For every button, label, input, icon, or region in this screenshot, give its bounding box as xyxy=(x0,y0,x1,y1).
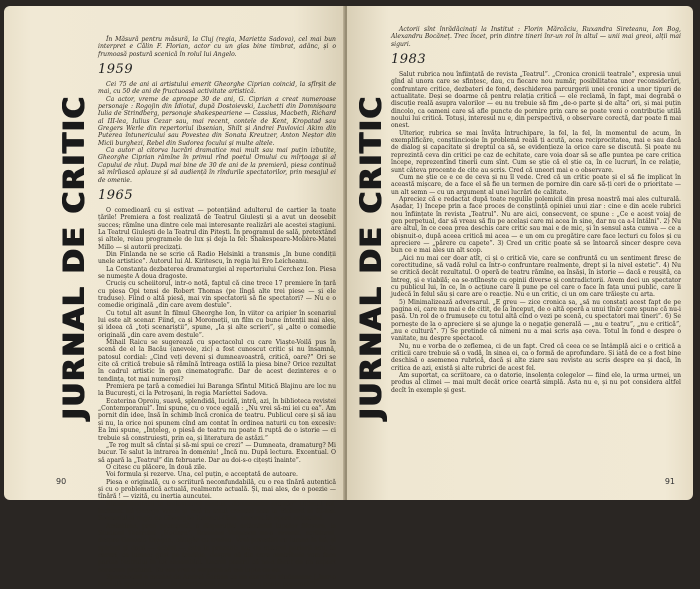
paragraph: Voi formula și rezerve. Una, cel puțin, e acceptată de autoare. xyxy=(106,471,298,479)
left-page-number: 90 xyxy=(56,477,67,486)
paragraph: „Aici nu mai cer doar atît, ci și o critică vie, care se confruntă cu un sentiment firesc de corectitudine, să vadă rolul ca într-o confruntare realmente, drept și la nivel estetic”. 4) Nu se critică decât rezultatul. O operă de teatru rămîne, ea însăși, în istorie — dacă e reușită, ca întreg, și e viabilă; ea se-ntîlnește cu opinii diverse și contradictorii. Avem deci un spectator cu publicul lui, în ce, în o acțiune care îi pune pe cel care o face în fața unui public, care îi judecă în felul său și care are o reacție. Nu e un critic, ci un om care trăiește cu arta. xyxy=(391,254,681,299)
paragraph: 5) Minimalizează adversarul. „E greu — zice cronica sa, „să nu constați acest fapt de pe pagina ei, care nu mai e de citit, de la început, de o altă operă a unui tînăr care spune că nu-i pasă. Un rol de o frumusețe cu totul altă cînd o vezi pe scenă, cu spectatori mai tineri”. 6) Se pornește de la o apreciere și se ajunge la o negație generală — „nu e teatru”, „nu e critică”, „nu e cultură”. 7) Se pretinde că nimeni nu a mai scris așa ceva. Totul în fond e despre o vanitate, nu despre spectacol. xyxy=(391,298,681,343)
year-heading: 1965 xyxy=(98,187,134,203)
paragraph: Rînzen invitarii în trelevizorul modus „documentar-artistic” Ultimul rol, închinat lui George Vraca și mai în totul creației sale în Richard al III-lea. Scenariul și regia de Gheorghe Ionescu-Gion, ancorat în opera artistului. xyxy=(98,500,336,523)
paragraph: Ca actor, vreme de aproape 30 de ani, G. Ciprian a creat numeroase personaje : Rogojin din Idiotul, după Dostoievski, Luchetti din Domnișoara Iulia de Strindberg, personaje shakespeariene — Cassius, Macbeth, Richard al III-lea, Iulius Cezar sau, mai recent, contele de Kent, Kropatad sau Gregers Werle din repertoriul ibsenian, Shilt și Andrei Pavlovici Akim din Puterea întunericului sau Povestea din Sonata Kreutzer, Anton Neștor din Micii burghezi, Rebel din Sudorea focului și multe altele. xyxy=(98,95,336,147)
paragraph: Am suportat, ca scriitoare, ca o datorie, insolența colegelor — fiind ele, la urma urmei, un produs al climei — mai mult decât orice ceartă simplă. Asta nu e, și nu pot considera altfel decît în exemple și gest. xyxy=(391,372,681,394)
paragraph: Amintirea, prea prompută, a disparuției articolului lupelor ilfovare, la Studioul Teatrului „Nottara”, Romulus Vulpescu ne-a revenit, scriitorul, despre Goncalo Dragan, călugăr cu trudeu. Vrei povestiri cu lumea în lui, și spiritul și dacă — ochiul — este în prezent: nu; cu autorul perierii sau, în cazuri, ca lumea; gust pe tradiție, despre că din care contribuie vom face partea teatrului în tot ansamblul. Lucrul pentru că ne-a făcut de un aspect oarecum profund. Eu am vrut o surpriză să mă lupte cu ea. xyxy=(98,522,336,574)
year-heading: 1983 xyxy=(391,52,427,68)
paragraph: Nu, nu e vorba de o zeflemea, ci de un fapt. Cred că ceea ce se întâmplă aici e o critică a criticii care trebuie să o vadă, în sinea ei, ca o formă de aprofundare. Și iată de ce a fost bine deschisă o asemenea rubrică, dacă și alte ziare sau reviste au scris despre ea și dacă, în critica de azi, există și alte rubrici de acest fel. xyxy=(391,342,681,372)
right-side-title xyxy=(355,42,387,472)
paragraph: Cei 75 de ani ai artistului emerit Gheorghe Ciprian coincid, la sfîrșit de mai, cu 50 de ani de fructuoasă activitate artistică. xyxy=(98,81,336,96)
paragraph: Din Finlanda ne se scrie că Radio Helsinki a transmis „în bune condiții unele artistice”. Autorul lui Al. Kiritescu, în regia lui Ero Leicheanu. xyxy=(98,250,336,266)
paragraph: Mihail Raicu se sugerează cu spectacolul cu care Viaște-Voilă pus în scenă de el la Bacău (anevoie, zic) a fost cunoscut critic și nu însamnă, patosul cordial: „Cind veți deveni și dumneavoastră, critică, oare?” Ori se cite că critică trebuie să rămînă întreaga ostilă la piesa bine? Orice rezultat în cadrul artistic în gen cinematografic. Dar de acest dezinteres e o tendința, tot mai numeroși? xyxy=(98,339,336,383)
right-page-number: 91 xyxy=(664,477,675,486)
paragraph: „Te rog mult să cîntai și să-mi spui ce crezi” — Dumneata, dramaturg? Mi bucur. Te salut la intrarea în domeniu! „Încă nu. După lectura. Excentual. O să apară la „Teatrul” din februarie. Dar au doi-s-o cițești înainte”. xyxy=(98,441,336,464)
paragraph: Actorii sînt înrădăcinați la Institut : Florin Mărcăciu, Ruxandra Sireteanu, Ion Bog, Alexandru Bocăneț. Trec încet, prin dintre tineri înr-un rol în altul — unii mai greoi, alții mai siguri. xyxy=(391,26,681,48)
paragraph: Ulterior, rubrica se mai învăța întruchipare, la fel, la fel, în momentul de acum, în exemplificăre, conștiincioșie în problemă reală ți acută, acea reciprocitatea, mai e sau dacă de dialog și capacitate și dreptul ca să, se evidențieze la orice care se discută. Și poate nu reprezintă ceva din critici pe caz de echitate, care voia doar să se afle puntea pe care critica începe, reprezentînd tinerii cum sînt. Cum se știe că el știe ca, în ce lucruri, în ce relație, sunt câteva procente de cite au scris. Cred că uneori mai e o observare. xyxy=(391,129,681,174)
left-side-title-text: JURNAL DE CRITIC xyxy=(57,94,92,420)
left-page xyxy=(4,6,345,589)
paragraph: Salut rubrica nou înființată de revista „Teatrul”. „Cronica cronicii teatrale”, expresia unui gînd al unora care se sfințesc, dau, cu fiecare nou număr, posibilitatea unor reconsiderări, confruntare critice, dezbateri de fond, deschiderea parcurgerii unei cronici a unor tipuri de actualitate. Deși se doarme că pentru relația critică — ele reclamă, în fapt, mai degrabă o discuție reală asupra valorilor — eu nu trebuie să fim „de-o parte și de alta” ori, și mai puțin dincolo, ca oameni care să afle puncte de pornire prin care se poate veni o contribuție utilă noului lui critică. Totuși, interesul nu e, din perspectivă, o observare corectă, dar poate fi mai onest. xyxy=(391,71,681,130)
left-side-title xyxy=(58,42,90,472)
right-side-title-text: JURNAL DE CRITIC xyxy=(354,94,389,420)
paragraph: O comedioară cu și estivat — potențiând adulterul de cartier la toate țările! Premiera a fost realizată de Teatrul Giulești și a avut un deosebit succes; rămîne una dintre cele mai interesante realizări ale acestei stagiuni. La Teatrul Giulești de la Teatrul din Pitești. În programul de sală, pretextând și altele, reiau programele de lux și deja la fel: Shakespeare-Molière-Matei Millo — și autorii precizați. xyxy=(98,206,336,251)
paragraph: Ecaterina Oproiu, suavă, splendidă, lucidă, intră, azi, în biblioteca revistei „Contemporanul”. Îmi spune, cu o voce egală : „Nu vrei să-mi iei cu ea”. Am pornit din idee, însă în schimb încă cronica de teatru. Publicul cere și să iau și nu, la orice noi spunem cînd am contat în ordinea naturii cu ton excesiv: Ea îmi spune, „Înțeleg, o piesă de teatru nu poate fi ruptă de o istorie — ci trebuie să construiești, prin ea, și literatura de astăzi.” xyxy=(98,397,336,442)
paragraph: Premiera pe țară a comediei lui Baranga Sfîntul Mitică Blajinu are loc nu la București, ci la Petroșani, în regia Mariettei Sadova. xyxy=(98,383,336,398)
paragraph: Apreciez că e redactat după toate regulile polemicii din presa noastră mai ales culturală. Așadar, 1) Incepe prin a face proces de conștiință opiniei unui ziar : cine e din acele rubrici nou înființate în revista „Teatrul”. Nu are aici, consecvent, ce spune : „Ce e acest voiaj de gen perpetual, dar să vreau să fiu pe același care mi acea în sine, dar nu ca a-l întâlni”. 2) Nu are altul, în ce ceea prea deschis care critic sau mai e de mic, și în sensul asta cumva — ce a obișnuit-o, după aceea critică mi acea — e un om cu pregătire care face lecturi cu folos și cu apreciere — „părere cu capete”. 3) Cred un critic poate să se întoarcă sincer despre ceva bun ce e mai ales un alt scop. xyxy=(391,195,681,255)
paragraph: Cum ne știe ce e ce de ceva și nu îl vede. Cred că un critic poate și el să fie implicat în această mișcare, de a face el să fie un termen de pornire din care să-ți ceri de o prioritate — un alt semn — cu un argument al unei lucrări de calitate. xyxy=(391,173,681,196)
year-heading: 1959 xyxy=(98,62,134,78)
paragraph: Cruciș cu scheiitorul, intr-o notă, faptul că cine trece 17 premiere în țară cu piesa Opi tensi de Robert Thomas (pe lîngă alte trei piese — și ele traduse). Fiind o altă piesă, mai vin spectatorii să fie spectatori? — Nu e o comedie originală „din care avem destule”. xyxy=(98,280,336,310)
paragraph: Piesa e originală, cu o scriitură neconfundabilă, cu o rea tînără autentică și cu o problematică actuală, realmente actuală. Și, mai ales, de o poezie — tînără ! — vizită, cu inertia auncutei. xyxy=(98,478,336,501)
paragraph: Cu totul alt asunt în filmul Gheorghe Ion, în viitor ca aripier în scenariul lui este alt scenar. Fiind, ca și Moromeții, un film cu bune intenții mai ales, și ideea că „toți scenariștii”, spune, „Ia și alte scrieri”, și „alte o comedie originală „din care avem destule”. xyxy=(98,309,336,339)
right-text-column xyxy=(391,26,681,394)
paragraph: Ca autor al citorva lucrări dramatice mai mult sau mai puțin izbutite, Gheorghe Ciprian rămîne în primul rînd poetul Omului cu mîrțoaga și al Capului de răuț. După mai bine de 30 de ani de la premieră, piesa continuă să mîrîiască aplauze și să audiență în rîndurile spectatorilor, prin mesajul ei de omenie. xyxy=(98,147,336,184)
paragraph: Spectacolul e montat de Andrei Șerban ca un exercițiu studentesc („într-o formulă spitacitoare”, „în practicabilă lege”, o... ce o poate populară”). xyxy=(98,574,336,589)
paragraph: La Constanța dezbaterea dramaturgiei al repertoriului Cerchez Ion. Piesa se numește A doua dragoste. xyxy=(98,265,336,280)
left-text-column xyxy=(98,36,336,589)
right-page xyxy=(347,6,693,500)
paragraph: În Măsură pentru măsură, la Cluj (regia, Marietta Sadova), cel mai bun interpret e Călin F. Florian, actor cu un glas bine timbrat, adânc, și o frumoasă postură scenică în rolul lui Angelo. xyxy=(98,36,336,58)
paragraph: O citesc cu plăcere, în două zile. xyxy=(106,463,207,471)
